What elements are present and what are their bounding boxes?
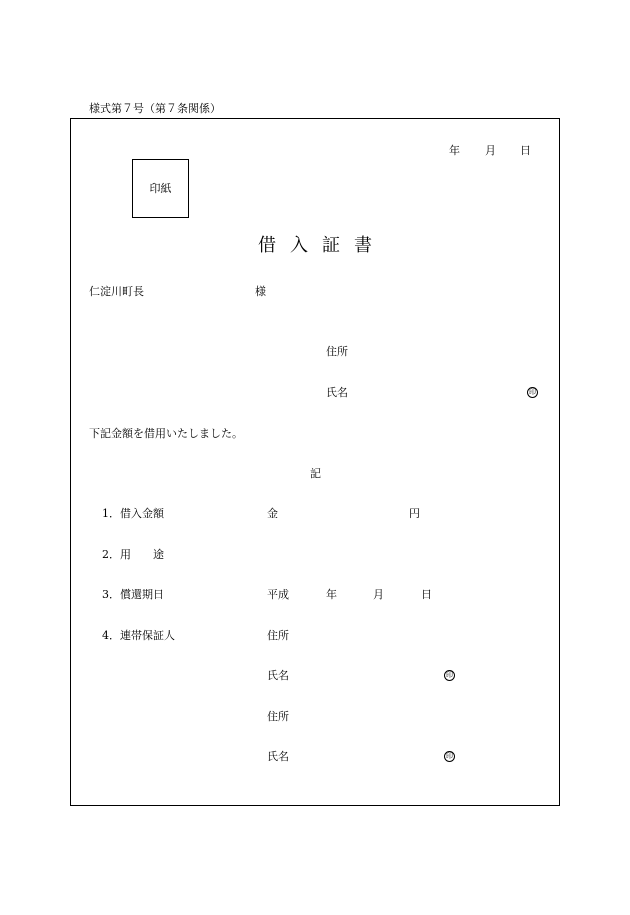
record-heading: 記 bbox=[310, 467, 321, 480]
borrower-name-label: 氏名 bbox=[326, 386, 348, 399]
repayment-month: 月 bbox=[373, 588, 384, 601]
guarantor-2-name-label: 氏名 bbox=[267, 750, 289, 763]
item-repayment-date-label: 3．償還期日 bbox=[102, 588, 164, 601]
item-loan-amount-prefix: 金 bbox=[267, 507, 278, 520]
repayment-day: 日 bbox=[421, 588, 432, 601]
item-loan-amount-label: 1．借入金額 bbox=[102, 507, 164, 520]
item-loan-amount-unit: 円 bbox=[409, 507, 420, 520]
date-month: 月 bbox=[485, 144, 496, 157]
date-year: 年 bbox=[449, 144, 460, 157]
statement-text: 下記金額を借用いたしました。 bbox=[89, 427, 243, 440]
guarantor-2-address-label: 住所 bbox=[267, 710, 289, 723]
revenue-stamp-box bbox=[132, 159, 189, 218]
item-purpose-label: 2．用 途 bbox=[102, 548, 164, 561]
borrower-seal-icon: 印 bbox=[529, 388, 536, 396]
guarantor-1-seal-icon: 印 bbox=[446, 671, 453, 679]
guarantor-2-seal-icon: 印 bbox=[446, 752, 453, 760]
form-label: 様式第７号（第７条関係） bbox=[89, 102, 221, 115]
addressee-honorific: 様 bbox=[255, 285, 266, 298]
repayment-year: 年 bbox=[326, 588, 337, 601]
addressee-name: 仁淀川町長 bbox=[89, 285, 144, 298]
repayment-era: 平成 bbox=[267, 588, 289, 601]
document-title: 借入証書 bbox=[258, 235, 386, 256]
item-guarantor-label: 4．連帯保証人 bbox=[102, 629, 175, 642]
revenue-stamp-label: 印紙 bbox=[149, 182, 172, 195]
borrower-address-label: 住所 bbox=[326, 345, 348, 358]
date-day: 日 bbox=[520, 144, 531, 157]
guarantor-1-address-label: 住所 bbox=[267, 629, 289, 642]
document-frame bbox=[70, 118, 560, 806]
guarantor-1-name-label: 氏名 bbox=[267, 669, 289, 682]
